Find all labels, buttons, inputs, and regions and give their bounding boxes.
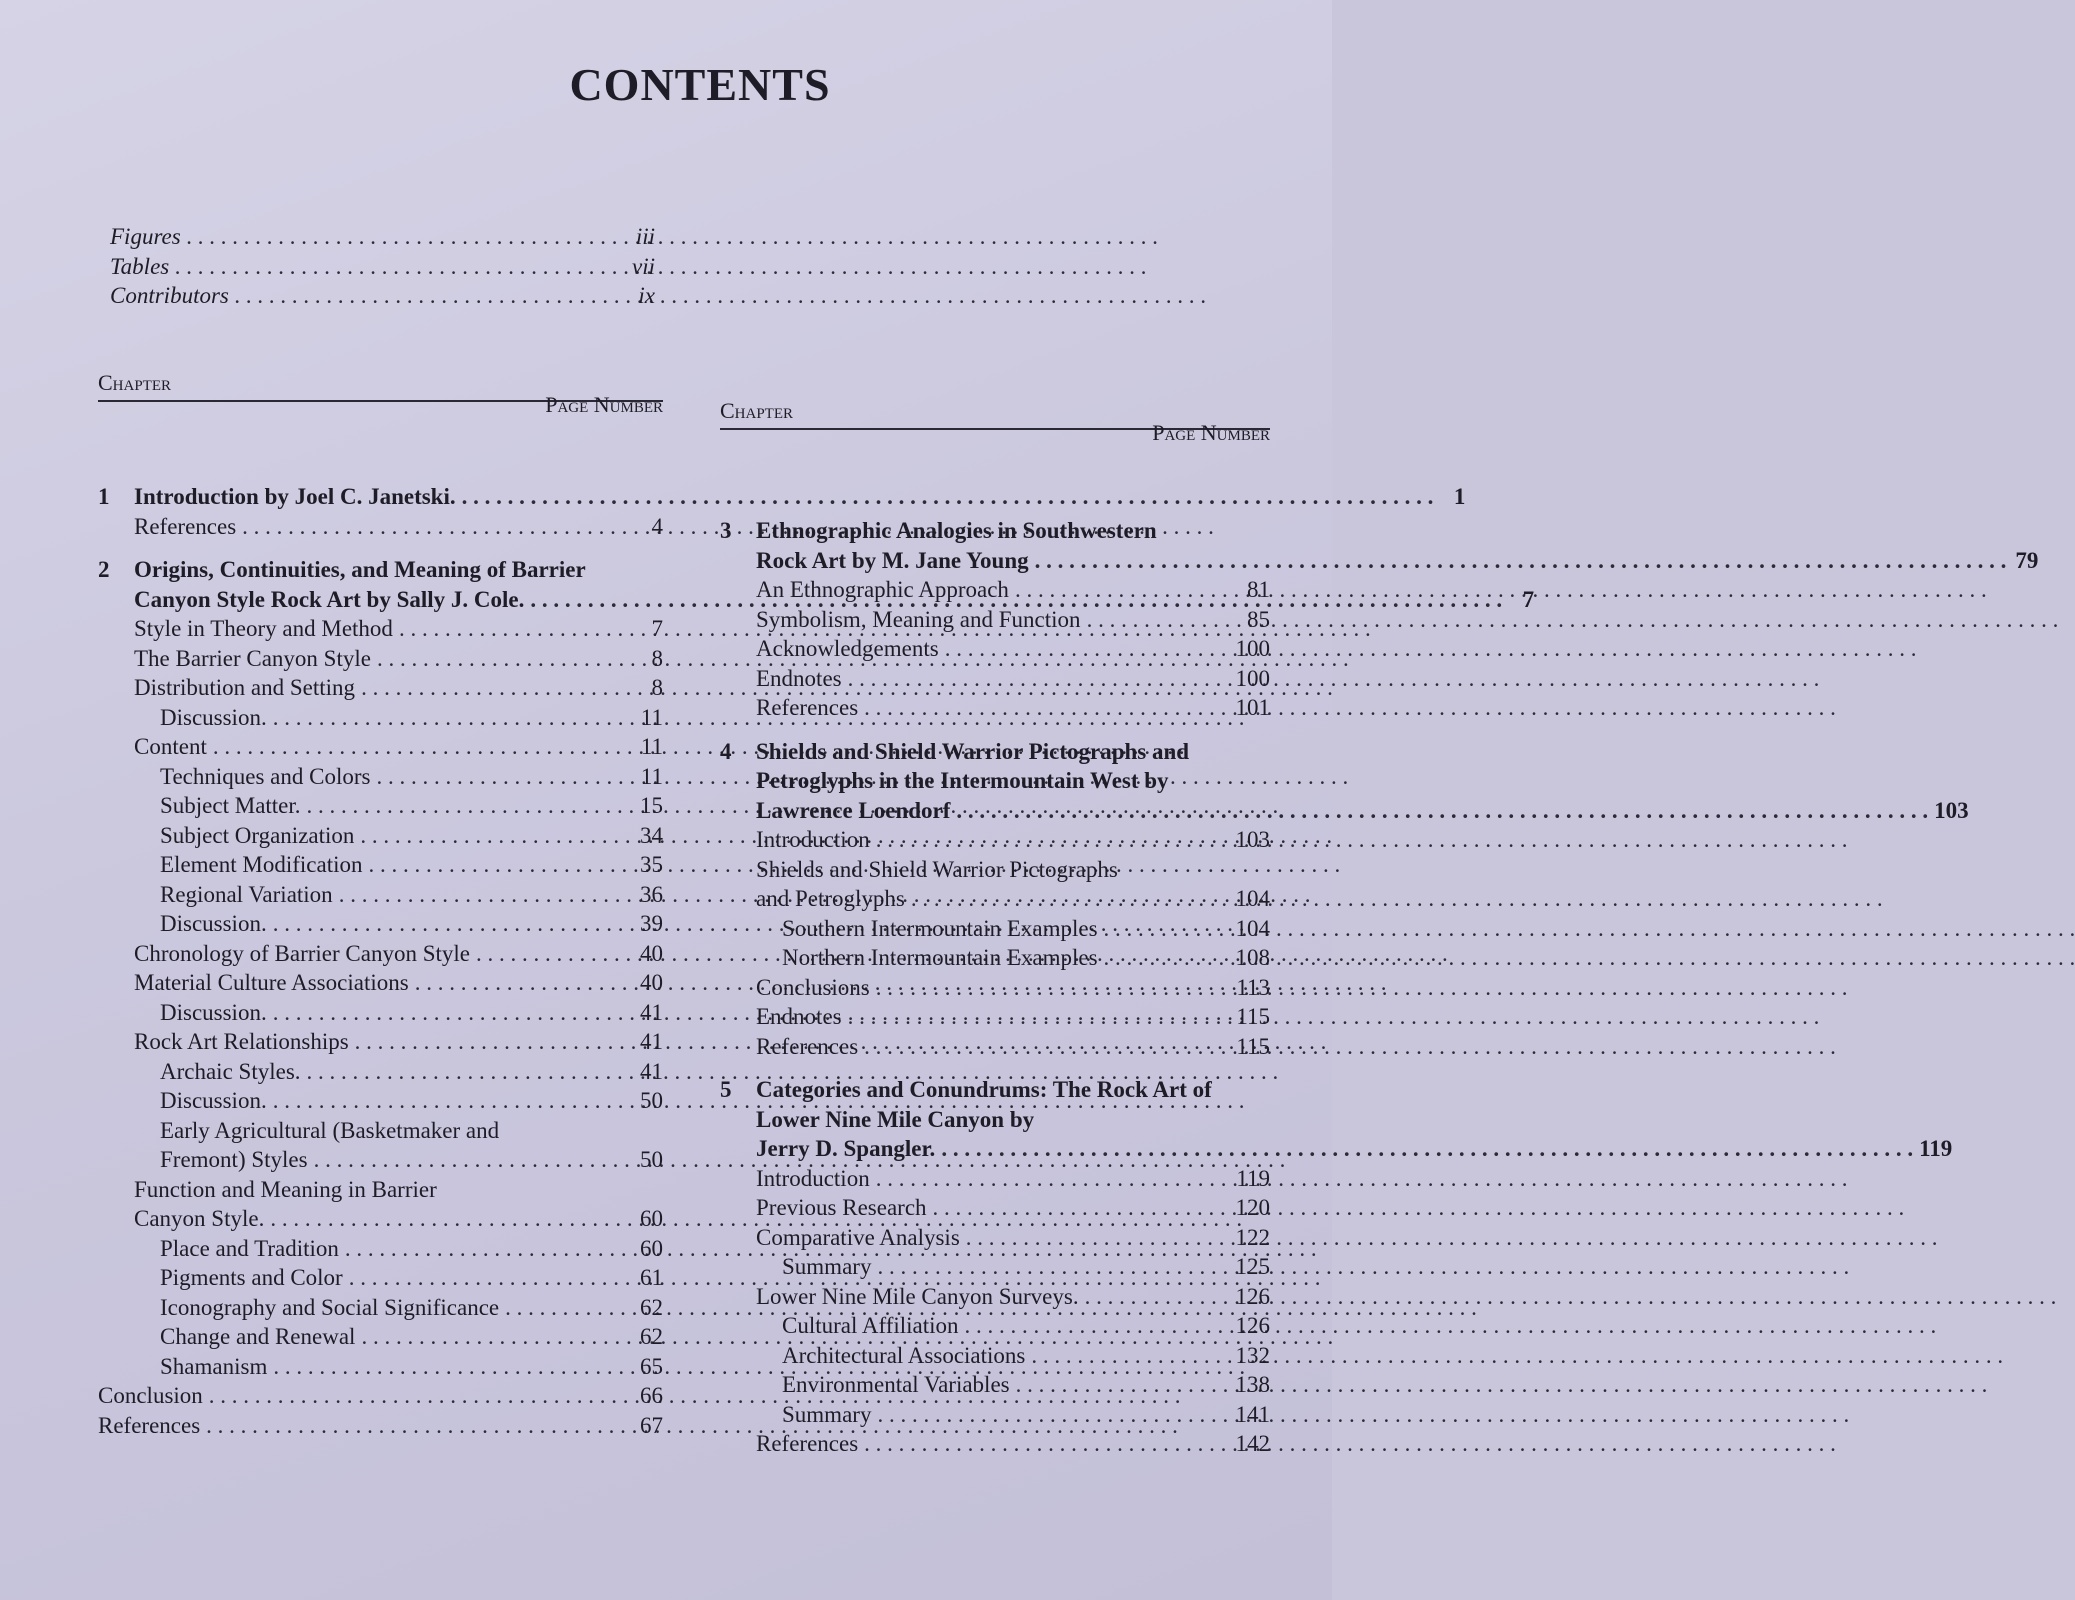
entry-label: Comparative Analysis (756, 1224, 960, 1250)
page-number: 50 (640, 1147, 663, 1172)
toc-entry (134, 614, 663, 644)
dot-leader (307, 791, 631, 821)
toc-entry (756, 1429, 1270, 1459)
toc-entry (134, 909, 663, 939)
toc-entry (134, 1116, 663, 1146)
page-number: 4 (651, 513, 663, 539)
entry-label: Endnotes (756, 1004, 842, 1029)
dot-leader (965, 1311, 1230, 1341)
page-number: 141 (1235, 1401, 1270, 1427)
toc-entry (756, 1400, 1270, 1430)
toc-entry (756, 1341, 1270, 1371)
dot-leader (505, 1293, 631, 1323)
entry-label: Chronology of Barrier Canyon Style (134, 940, 471, 966)
toc-entry (98, 1381, 663, 1411)
toc-entry (134, 821, 663, 851)
dot-leader (1104, 943, 1230, 973)
entry-label: References (756, 1033, 859, 1059)
toc-entry (134, 1263, 663, 1293)
toc-entry (756, 884, 1270, 914)
page-number: 62 (640, 1324, 663, 1349)
dot-leader (956, 796, 1928, 826)
page-number: 100 (1235, 665, 1270, 691)
entry-label: Lawrence Loendorf (756, 797, 951, 823)
page-number: vii (632, 253, 655, 279)
dot-leader (1087, 605, 1238, 635)
chapter-title-line (756, 1075, 1952, 1105)
page-number: 101 (1235, 695, 1270, 720)
page-number: 132 (1235, 1342, 1270, 1368)
page-number: 7 (651, 616, 663, 641)
entry-label: References (756, 695, 859, 720)
entry-label: Archaic Styles. (160, 1058, 301, 1084)
entry-label: Shields and Shield Warrior Pictographs and (756, 738, 1190, 764)
page-number: 113 (1236, 974, 1270, 1000)
page-number: 138 (1235, 1372, 1270, 1397)
toc-entry (134, 673, 663, 703)
dot-leader (415, 968, 631, 998)
entry-label: Tables (110, 253, 170, 279)
front-matter-list (110, 222, 655, 311)
dot-leader (273, 1086, 631, 1116)
page-number: 41 (640, 1058, 663, 1084)
page-number: 11 (640, 734, 663, 759)
front-matter-entry (110, 281, 655, 311)
dot-leader (945, 634, 1230, 664)
toc-entry (756, 1002, 1270, 1032)
toc-entry (756, 1252, 1270, 1282)
chapter-header-label: Chapter (98, 370, 172, 395)
dot-leader (876, 973, 1231, 1003)
entry-label: Summary (782, 1401, 872, 1427)
right-chapter-list (720, 516, 2039, 1459)
entry-label: Place and Tradition (160, 1235, 339, 1261)
entry-label: Petroglyphs in the Intermountain West by (756, 768, 1169, 793)
dot-leader (339, 880, 631, 910)
page-number: 66 (640, 1383, 663, 1408)
entry-label: Discussion. (160, 1088, 267, 1113)
page-number: 1 (1453, 484, 1466, 509)
dot-leader (877, 1252, 1229, 1282)
chapter-title-line (756, 1105, 1952, 1135)
dot-leader (876, 1164, 1231, 1194)
toc-entry (134, 880, 663, 910)
entry-label: References (134, 513, 237, 539)
toc-entry (756, 943, 1270, 973)
entry-label: Contributors (110, 283, 229, 308)
entry-label: The Barrier Canyon Style (134, 645, 371, 671)
entry-label: Function and Meaning in Barrier (134, 1176, 437, 1202)
toc-entry (134, 1027, 663, 1057)
chapter-title-line (756, 796, 1969, 826)
chapter-title-line (756, 737, 1969, 767)
toc-entry (756, 693, 1270, 723)
page-number: 8 (651, 675, 663, 700)
page-number: 60 (640, 1206, 663, 1231)
entry-label: Subject Organization (160, 822, 355, 848)
front-matter-entry (110, 252, 655, 282)
toc-entry (134, 1175, 663, 1205)
chapter-title (720, 1075, 1953, 1164)
page-number: ix (638, 283, 655, 308)
page-number: 100 (1235, 636, 1270, 661)
entry-label: Southern Intermountain Examples (782, 915, 1098, 941)
toc-entry (134, 1322, 663, 1352)
right-column (720, 398, 2039, 1459)
toc-entry (756, 634, 1270, 664)
dot-leader (911, 884, 1230, 914)
entry-label: Element Modification (160, 852, 363, 877)
dot-leader (355, 1027, 631, 1057)
dot-leader (1085, 1282, 1230, 1312)
page-number: 60 (640, 1235, 663, 1261)
chapter-header-label: Chapter (720, 398, 794, 423)
entry-label: Discussion. (160, 704, 267, 730)
page-number: 11 (640, 763, 663, 789)
entry-label: Conclusions (756, 974, 870, 1000)
dot-leader (273, 703, 631, 733)
page-number: 65 (640, 1353, 663, 1379)
entry-label: Techniques and Colors (160, 763, 371, 789)
page-number: 104 (1235, 915, 1270, 941)
chapter-number: 2 (98, 557, 110, 582)
page-number: 104 (1235, 886, 1270, 911)
chapter-title-line (756, 516, 2038, 546)
dot-leader (1035, 546, 2007, 576)
entry-label: Lower Nine Mile Canyon by (756, 1106, 1035, 1132)
entry-label: Cultural Affiliation (782, 1313, 959, 1338)
dot-leader (941, 1134, 1913, 1164)
entry-label: Environmental Variables (782, 1372, 1010, 1397)
entry-label: Iconography and Social Significance (160, 1294, 500, 1320)
entry-label: Conclusion (98, 1383, 203, 1408)
left-column-header (98, 370, 663, 417)
dot-leader (273, 909, 631, 939)
toc-entry (134, 1204, 663, 1234)
dot-leader (864, 1429, 1229, 1459)
chapter-block (720, 1075, 1953, 1459)
page-number: 8 (651, 645, 663, 671)
page-number: 67 (640, 1412, 663, 1438)
page-number: 7 (1522, 586, 1535, 612)
dot-leader (242, 512, 631, 542)
page-number: 126 (1235, 1283, 1270, 1309)
page-number: 40 (640, 940, 663, 966)
toc-entry (98, 1411, 663, 1441)
toc-entry (134, 703, 663, 733)
dot-leader (213, 732, 631, 762)
toc-entry (756, 855, 1270, 885)
entry-label: Shields and Shield Warrior Pictographs (756, 856, 1118, 882)
dot-leader (206, 1411, 631, 1441)
page-number: 103 (1934, 797, 1969, 823)
toc-entry (756, 1164, 1270, 1194)
chapter-title (720, 516, 2039, 575)
toc-entry (756, 914, 1270, 944)
entry-label: Subject Matter. (160, 793, 301, 818)
entry-label: Content (134, 734, 207, 759)
page-number: 119 (1236, 1165, 1270, 1191)
entry-label: Acknowledgements (756, 636, 939, 661)
page-number: 115 (1236, 1033, 1270, 1059)
entry-label: Material Culture Associations (134, 970, 409, 995)
page-number-header-label: Page Number (1152, 420, 1270, 445)
page-number: 15 (640, 793, 663, 818)
chapter-number: 3 (720, 518, 732, 543)
toc-entry (134, 762, 663, 792)
toc-entry (134, 791, 663, 821)
dot-leader (848, 664, 1230, 694)
dot-leader (187, 222, 623, 252)
entry-label: References (756, 1431, 859, 1456)
entry-label: Rock Art by M. Jane Young (756, 547, 1029, 573)
toc-entry (756, 1032, 1270, 1062)
toc-entry (756, 605, 1270, 635)
entry-label: Rock Art Relationships (134, 1029, 349, 1054)
page-number: 41 (640, 1029, 663, 1054)
toc-entry (134, 1352, 663, 1382)
page-number: 115 (1236, 1004, 1270, 1029)
toc-entry (756, 1370, 1270, 1400)
chapter-block (720, 737, 1969, 1062)
toc-entry (756, 1311, 1270, 1341)
entry-label: An Ethnographic Approach (756, 577, 1009, 602)
page-number: 40 (640, 970, 663, 995)
dot-leader (1016, 1370, 1230, 1400)
page-number: 125 (1235, 1254, 1270, 1279)
toc-entry (134, 939, 663, 969)
dot-leader (270, 1204, 631, 1234)
dot-leader (1031, 1341, 1229, 1371)
page-number: 39 (640, 911, 663, 936)
dot-leader (175, 252, 623, 282)
dot-leader (368, 850, 631, 880)
toc-entry (756, 575, 1270, 605)
dot-leader (377, 644, 631, 674)
toc-entry (134, 512, 663, 542)
toc-entry (756, 664, 1270, 694)
toc-entry (134, 1057, 663, 1087)
entry-label: Pigments and Color (160, 1265, 343, 1290)
chapter-title (720, 737, 1969, 826)
dot-leader (876, 825, 1230, 855)
entry-label: and Petroglyphs (756, 886, 905, 911)
front-matter-entry (110, 222, 655, 252)
toc-entry (756, 1223, 1270, 1253)
dot-leader (307, 1057, 631, 1087)
chapter-title (98, 482, 1466, 512)
entry-label: Northern Intermountain Examples (782, 945, 1098, 970)
entry-label: Previous Research (756, 1195, 927, 1220)
chapter-number: 1 (98, 484, 110, 509)
entry-label: Introduction (756, 827, 870, 852)
entry-label: Canyon Style Rock Art by Sally J. Cole. (134, 586, 525, 612)
page-number: 119 (1919, 1136, 1953, 1161)
page-title: CONTENTS (569, 59, 831, 110)
entry-label: Ethnographic Analogies in Southwestern (756, 518, 1157, 543)
dot-leader (360, 821, 631, 851)
page-number: 122 (1235, 1224, 1270, 1250)
page-number: 85 (1247, 606, 1270, 632)
entry-label: Early Agricultural (Basketmaker and (160, 1117, 500, 1143)
entry-label: Discussion. (160, 999, 267, 1025)
chapter-title-line (756, 1134, 1952, 1164)
page-number: 142 (1235, 1431, 1270, 1456)
entry-label: Endnotes (756, 665, 842, 691)
entry-label: Jerry D. Spangler. (756, 1136, 936, 1161)
page-number: 79 (2015, 547, 2039, 573)
dot-leader (349, 1263, 631, 1293)
toc-entry (134, 1234, 663, 1264)
chapter-block (720, 516, 2039, 723)
page-number: 61 (640, 1265, 663, 1290)
dot-leader (399, 614, 631, 644)
toc-entry (134, 644, 663, 674)
chapter-title-line (756, 766, 1969, 796)
toc-entry (134, 1293, 663, 1323)
dot-leader (966, 1223, 1230, 1253)
entry-label: Architectural Associations (782, 1342, 1026, 1368)
page-number-header-label: Page Number (545, 392, 663, 417)
toc-entry (756, 973, 1270, 1003)
toc-entry (134, 1145, 663, 1175)
dot-leader (361, 673, 631, 703)
entry-label: Style in Theory and Method (134, 616, 393, 641)
dot-leader (864, 1032, 1230, 1062)
entry-label: Introduction by Joel C. Janetski. (134, 484, 456, 509)
dot-leader (864, 693, 1229, 723)
entry-label: Introduction (756, 1165, 870, 1191)
chapter-number: 5 (720, 1077, 732, 1102)
chapter-number: 4 (720, 738, 732, 764)
page-number: 34 (640, 822, 663, 848)
dot-leader (235, 281, 623, 311)
entry-label: Figures (110, 224, 181, 249)
dot-leader (933, 1193, 1230, 1223)
dot-leader (848, 1002, 1231, 1032)
page-number: 126 (1235, 1313, 1270, 1338)
dot-leader (877, 1400, 1229, 1430)
page-number: 11 (640, 704, 663, 730)
entry-label: Distribution and Setting (134, 675, 356, 700)
dot-leader (476, 939, 631, 969)
chapter-title-line (756, 546, 2038, 576)
dot-leader (361, 1322, 631, 1352)
right-column-header (720, 398, 1270, 445)
dot-leader (273, 998, 631, 1028)
toc-entry (134, 732, 663, 762)
toc-entry (756, 825, 1270, 855)
dot-leader (1015, 575, 1238, 605)
page-number: 41 (640, 999, 663, 1025)
entry-label: References (98, 1412, 201, 1438)
entry-label: Change and Renewal (160, 1324, 356, 1349)
toc-entry (134, 1086, 663, 1116)
dot-leader (1104, 914, 1230, 944)
entry-label: Canyon Style. (134, 1206, 265, 1231)
dot-leader (376, 762, 631, 792)
toc-entry (134, 850, 663, 880)
entry-label: Summary (782, 1254, 872, 1279)
toc-entry (134, 998, 663, 1028)
page-number: 35 (640, 852, 663, 877)
entry-label: Fremont) Styles (160, 1147, 308, 1172)
entry-label: Origins, Continuities, and Meaning of Barrier (134, 557, 586, 582)
entry-label: Shamanism (160, 1353, 268, 1379)
page-number: 120 (1235, 1195, 1270, 1220)
dot-leader (209, 1381, 631, 1411)
dot-leader (273, 1352, 631, 1382)
toc-entry (134, 968, 663, 998)
entry-label: Categories and Conundrums: The Rock Art of (756, 1077, 1212, 1102)
dot-leader (345, 1234, 631, 1264)
entry-label: Regional Variation (160, 881, 333, 907)
page-number: 81 (1247, 577, 1270, 602)
page-number: iii (635, 224, 655, 249)
dot-leader (314, 1145, 631, 1175)
entry-label: Lower Nine Mile Canyon Surveys. (756, 1283, 1079, 1309)
page-number: 50 (640, 1088, 663, 1113)
entry-label: Symbolism, Meaning and Function (756, 606, 1081, 632)
page-number: 103 (1235, 827, 1270, 852)
toc-entry (756, 1282, 1270, 1312)
toc-entry (756, 1193, 1270, 1223)
page-number: 108 (1235, 945, 1270, 970)
page-number: 36 (640, 881, 663, 907)
page-number: 62 (640, 1294, 663, 1320)
entry-label: Discussion. (160, 911, 267, 936)
